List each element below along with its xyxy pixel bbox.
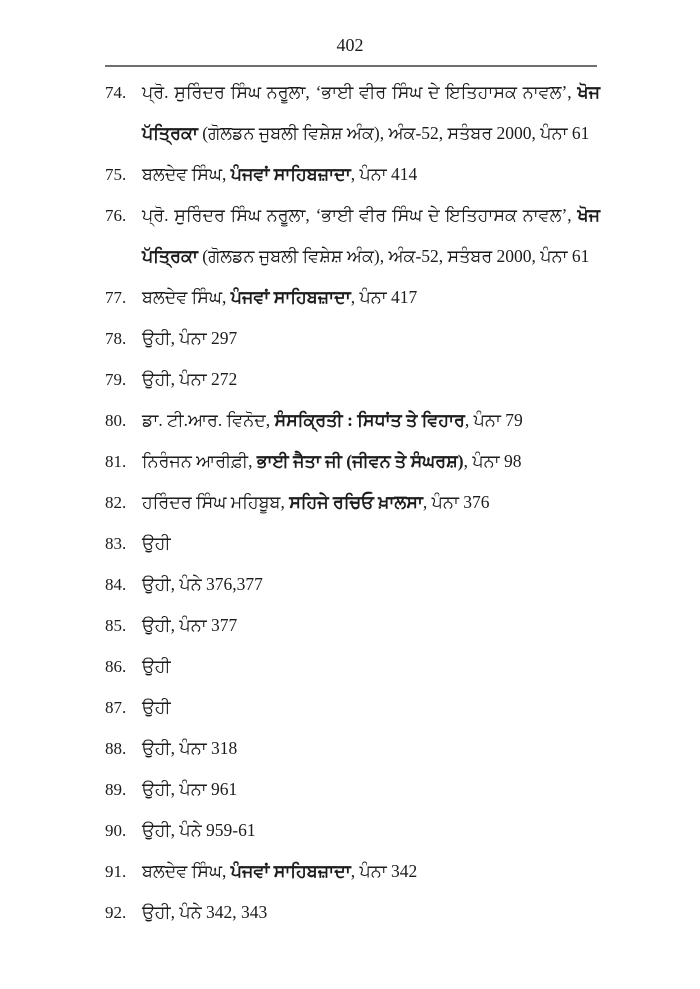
reference-entry bbox=[105, 605, 600, 646]
text-segment: , ਪੰਨਾ 342 bbox=[350, 861, 418, 881]
text-segment: ਉਹੀ bbox=[142, 697, 171, 717]
text-segment: (ਗੋਲਡਨ ਜੁਬਲੀ ਵਿਸ਼ੇਸ਼ ਅੰਕ), ਅੰਕ-52, ਸਤੰਬਰ 2000, ਪੰਨਾ 61 bbox=[197, 246, 590, 266]
reference-entry bbox=[105, 523, 600, 564]
entry-line bbox=[142, 359, 600, 400]
entry-text bbox=[142, 400, 600, 441]
text-segment: ਬਲਦੇਵ ਸਿੰਘ, bbox=[142, 287, 231, 307]
reference-entry bbox=[105, 195, 600, 277]
text-segment: ਉਹੀ bbox=[142, 656, 171, 676]
entry-text bbox=[142, 277, 600, 318]
entry-line bbox=[142, 113, 600, 154]
text-segment: ਪੰਜਵਾਂ ਸਾਹਿਬਜ਼ਾਦਾ bbox=[230, 861, 351, 881]
text-segment: ਬਲਦੇਵ ਸਿੰਘ, bbox=[142, 164, 231, 184]
entry-text bbox=[142, 359, 600, 400]
entry-line bbox=[142, 72, 600, 113]
entry-text bbox=[142, 810, 600, 851]
header-rule bbox=[105, 65, 597, 67]
text-segment: ਪੰਜਵਾਂ ਸਾਹਿਬਜ਼ਾਦਾ bbox=[230, 164, 351, 184]
entry-number: 75. bbox=[105, 165, 127, 184]
entry-line bbox=[142, 687, 600, 728]
text-segment: ਭਾਈ ਜੈਤਾ ਜੀ (ਜੀਵਨ ਤੇ ਸੰਘਰਸ਼) bbox=[256, 451, 464, 471]
text-segment: ਉਹੀ, ਪੰਨਾ 377 bbox=[142, 615, 238, 635]
text-segment: , ਪੰਨਾ 79 bbox=[464, 410, 523, 430]
entry-text bbox=[142, 605, 600, 646]
reference-entry bbox=[105, 646, 600, 687]
entry-number: 79. bbox=[105, 370, 127, 389]
text-segment: ਉਹੀ, ਪੰਨਾ 318 bbox=[142, 738, 238, 758]
text-segment: ਉਹੀ, ਪੰਨੇ 959-61 bbox=[142, 820, 256, 840]
entry-number: 87. bbox=[105, 698, 127, 717]
text-segment: ਪੱਤ੍ਰਿਕਾ bbox=[142, 246, 198, 266]
entry-line bbox=[142, 892, 600, 933]
entry-text bbox=[142, 72, 600, 154]
entry-line bbox=[142, 154, 600, 195]
reference-entry bbox=[105, 154, 600, 195]
text-segment: , ਪੰਨਾ 376 bbox=[422, 492, 490, 512]
entry-text bbox=[142, 523, 600, 564]
entry-text bbox=[142, 318, 600, 359]
entry-text bbox=[142, 441, 600, 482]
text-segment: ਬਲਦੇਵ ਸਿੰਘ, bbox=[142, 861, 231, 881]
text-segment: ਪੰਜਵਾਂ ਸਾਹਿਬਜ਼ਾਦਾ bbox=[230, 287, 351, 307]
text-segment: ਉਹੀ, ਪੰਨਾ 272 bbox=[142, 369, 238, 389]
entry-number: 86. bbox=[105, 657, 127, 676]
reference-entry bbox=[105, 482, 600, 523]
reference-entry bbox=[105, 318, 600, 359]
text-segment: ਸੰਸਕ੍ਰਿਤੀ : ਸਿਧਾਂਤ ਤੇ ਵਿਹਾਰ bbox=[274, 410, 465, 430]
text-segment: ਖੋਜ bbox=[577, 205, 600, 225]
reference-entry bbox=[105, 400, 600, 441]
entry-text bbox=[142, 564, 600, 605]
reference-entry bbox=[105, 728, 600, 769]
entry-line bbox=[142, 810, 600, 851]
entry-line bbox=[142, 769, 600, 810]
reference-entry bbox=[105, 769, 600, 810]
entry-line bbox=[142, 728, 600, 769]
entry-line bbox=[142, 605, 600, 646]
text-segment: , ਪੰਨਾ 417 bbox=[350, 287, 418, 307]
entry-number: 74. bbox=[105, 83, 127, 102]
reference-entry bbox=[105, 359, 600, 400]
entry-number: 83. bbox=[105, 534, 127, 553]
entry-text bbox=[142, 728, 600, 769]
entry-text bbox=[142, 646, 600, 687]
entry-number: 84. bbox=[105, 575, 127, 594]
text-segment: ਪ੍ਰੋ. ਸੁਰਿੰਦਰ ਸਿੰਘ ਨਰੂਲਾ, ‘ਭਾਈ ਵੀਰ ਸਿੰਘ ਦੇ ਇਤਿਹਾਸਕ ਨਾਵਲ’, bbox=[142, 205, 578, 225]
reference-entry bbox=[105, 72, 600, 154]
text-segment: (ਗੋਲਡਨ ਜੁਬਲੀ ਵਿਸ਼ੇਸ਼ ਅੰਕ), ਅੰਕ-52, ਸਤੰਬਰ 2000, ਪੰਨਾ 61 bbox=[197, 123, 590, 143]
reference-entry bbox=[105, 810, 600, 851]
reference-entry bbox=[105, 892, 600, 933]
text-segment: ਡਾ. ਟੀ.ਆਰ. ਵਿਨੋਦ, bbox=[142, 410, 275, 430]
references-list bbox=[105, 72, 600, 933]
entry-line bbox=[142, 851, 600, 892]
entry-number: 76. bbox=[105, 206, 127, 225]
entry-number: 90. bbox=[105, 821, 127, 840]
page-number: 402 bbox=[336, 35, 364, 55]
entry-line bbox=[142, 236, 600, 277]
reference-entry bbox=[105, 277, 600, 318]
entry-number: 88. bbox=[105, 739, 127, 758]
reference-entry bbox=[105, 564, 600, 605]
entry-number: 85. bbox=[105, 616, 127, 635]
entry-number: 92. bbox=[105, 903, 127, 922]
entry-text bbox=[142, 195, 600, 277]
entry-number: 80. bbox=[105, 411, 127, 430]
entry-text bbox=[142, 892, 600, 933]
reference-entry bbox=[105, 441, 600, 482]
entry-text bbox=[142, 687, 600, 728]
text-segment: ਉਹੀ, ਪੰਨੇ 342, 343 bbox=[142, 902, 268, 922]
entry-text bbox=[142, 154, 600, 195]
entry-number: 77. bbox=[105, 288, 127, 307]
entry-number: 81. bbox=[105, 452, 127, 471]
entry-line bbox=[142, 441, 600, 482]
entry-text bbox=[142, 769, 600, 810]
text-segment: ਖੋਜ bbox=[577, 82, 600, 102]
text-segment: ਉਹੀ, ਪੰਨਾ 297 bbox=[142, 328, 238, 348]
text-segment: ਸਹਿਜੇ ਰਚਿਓ ਖ਼ਾਲਸਾ bbox=[289, 492, 423, 512]
entry-line bbox=[142, 277, 600, 318]
reference-entry bbox=[105, 687, 600, 728]
entry-line bbox=[142, 400, 600, 441]
text-segment: ਹਰਿੰਦਰ ਸਿੰਘ ਮਹਿਬੂਬ, bbox=[142, 492, 290, 512]
text-segment: ਉਹੀ, ਪੰਨੇ 376,377 bbox=[142, 574, 263, 594]
text-segment: , ਪੰਨਾ 414 bbox=[350, 164, 418, 184]
entry-line bbox=[142, 318, 600, 359]
entry-number: 91. bbox=[105, 862, 127, 881]
entry-line bbox=[142, 646, 600, 687]
entry-line bbox=[142, 482, 600, 523]
text-segment: , ਪੰਨਾ 98 bbox=[463, 451, 522, 471]
text-segment: ਉਹੀ, ਪੰਨਾ 961 bbox=[142, 779, 238, 799]
entry-number: 89. bbox=[105, 780, 127, 799]
entry-number: 82. bbox=[105, 493, 127, 512]
entry-number: 78. bbox=[105, 329, 127, 348]
entry-line bbox=[142, 195, 600, 236]
text-segment: ਉਹੀ bbox=[142, 533, 171, 553]
entry-line bbox=[142, 564, 600, 605]
text-segment: ਨਿਰੰਜਨ ਆਰੀਫ਼ੀ, bbox=[142, 451, 257, 471]
entry-line bbox=[142, 523, 600, 564]
reference-entry bbox=[105, 851, 600, 892]
entry-text bbox=[142, 482, 600, 523]
text-segment: ਪੱਤ੍ਰਿਕਾ bbox=[142, 123, 198, 143]
text-segment: ਪ੍ਰੋ. ਸੁਰਿੰਦਰ ਸਿੰਘ ਨਰੂਲਾ, ‘ਭਾਈ ਵੀਰ ਸਿੰਘ ਦੇ ਇਤਿਹਾਸਕ ਨਾਵਲ’, bbox=[142, 82, 578, 102]
entry-text bbox=[142, 851, 600, 892]
